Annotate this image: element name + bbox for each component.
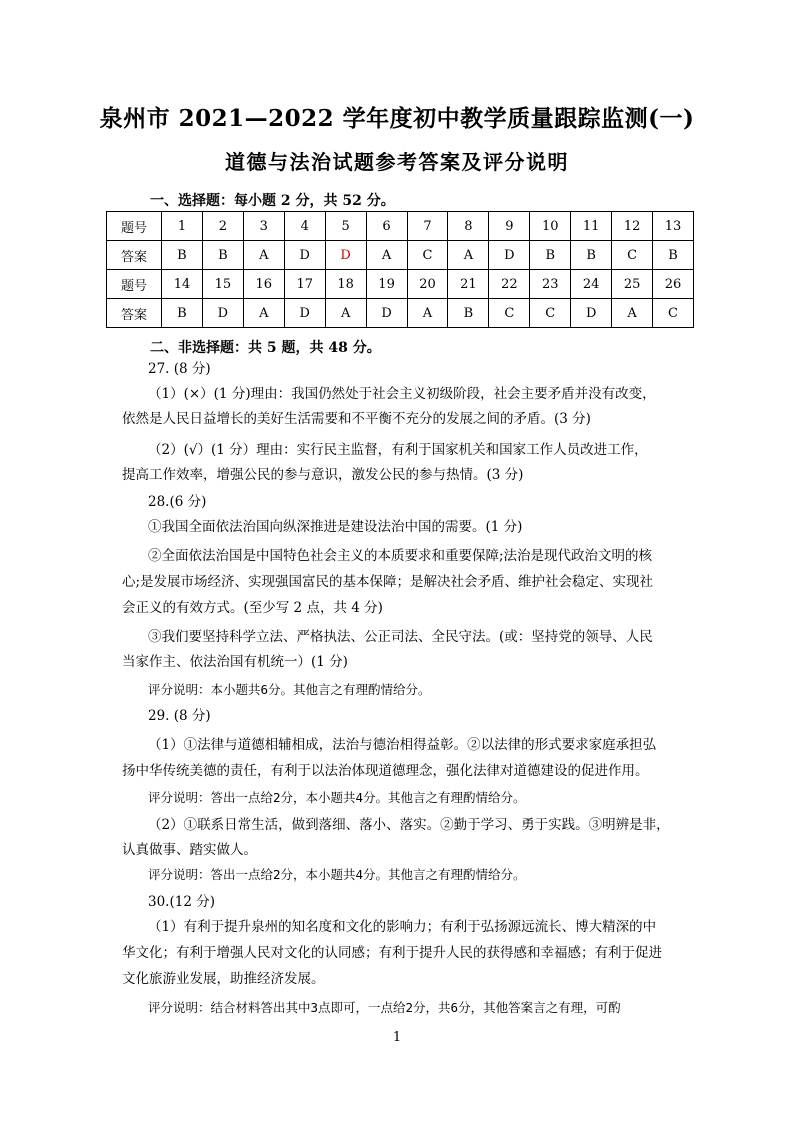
answer-cell: A bbox=[325, 299, 366, 328]
answer-table bbox=[106, 211, 694, 328]
question-number-cell: 15 bbox=[202, 270, 243, 299]
q27-answer-2-line1: （2）(√）(1 分）理由：实行民主监督，有利于国家机关和国家工作人员改进工作， bbox=[148, 442, 648, 458]
q29-answer-1-line2: 扬中华传统美德的责任，有利于以法治体现道德理念，强化法律对道德建设的促进作用。 bbox=[122, 763, 649, 779]
answer-cell: A bbox=[366, 241, 407, 270]
answer-cell: D bbox=[202, 299, 243, 328]
answer-cell: C bbox=[530, 299, 571, 328]
answer-cell: A bbox=[612, 299, 653, 328]
q28-scoring-note: 评分说明：本小题共6分。其他言之有理酌情给分。 bbox=[148, 682, 431, 697]
answer-table-row bbox=[107, 270, 694, 299]
question-number-cell: 12 bbox=[612, 212, 653, 241]
answer-cell: B bbox=[653, 241, 694, 270]
answer-cell: A bbox=[243, 299, 284, 328]
answer-cell: B bbox=[571, 241, 612, 270]
question-number-cell: 20 bbox=[407, 270, 448, 299]
answer-cell: D bbox=[571, 299, 612, 328]
question-number-cell: 17 bbox=[284, 270, 325, 299]
q29-scoring-note-1: 评分说明：答出一点给2分，本小题共4分。其他言之有理酌情给分。 bbox=[148, 790, 526, 805]
answer-cell: A bbox=[407, 299, 448, 328]
q30-heading: 30.(12 分) bbox=[148, 894, 215, 910]
q28-point-2-line2: 心;是发展市场经济、实现强国富民的基本保障；是解决社会矛盾、维护社会稳定、实现社 bbox=[122, 574, 654, 590]
answer-table-row bbox=[107, 212, 694, 241]
answer-cell: B bbox=[162, 299, 203, 328]
question-number-cell: 18 bbox=[325, 270, 366, 299]
q30-answer-1-line1: （1）有利于提升泉州的知名度和文化的影响力；有利于弘扬源远流长、博大精深的中 bbox=[148, 919, 657, 935]
q27-answer-1-line2: 依然是人民日益增长的美好生活需要和不平衡不充分的发展之间的矛盾。(3 分) bbox=[122, 411, 591, 427]
answer-cell: D bbox=[284, 241, 325, 270]
page-title: 泉州市 2021—2022 学年度初中教学质量跟踪监测(一) bbox=[99, 105, 695, 132]
answer-cell: B bbox=[162, 241, 203, 270]
section-heading-nonchoice: 二、非选择题：共 5 题，共 48 分。 bbox=[150, 340, 381, 356]
answer-cell: A bbox=[448, 241, 489, 270]
answer-cell: C bbox=[612, 241, 653, 270]
answer-cell: D bbox=[489, 241, 530, 270]
answer-cell: B bbox=[530, 241, 571, 270]
q27-heading: 27. (8 分) bbox=[148, 361, 211, 377]
question-number-cell: 7 bbox=[407, 212, 448, 241]
answer-cell: C bbox=[489, 299, 530, 328]
question-number-cell: 4 bbox=[284, 212, 325, 241]
answer-cell: A bbox=[243, 241, 284, 270]
answer-table-row bbox=[107, 299, 694, 328]
q30-answer-1-line3: 文化旅游业发展，助推经济发展。 bbox=[122, 971, 325, 987]
question-number-cell: 8 bbox=[448, 212, 489, 241]
question-number-cell: 11 bbox=[571, 212, 612, 241]
question-number-cell: 14 bbox=[162, 270, 203, 299]
q28-point-3-line2: 当家作主、依法治国有机统一）(1 分) bbox=[122, 654, 348, 670]
question-number-cell: 9 bbox=[489, 212, 530, 241]
question-number-cell: 2 bbox=[202, 212, 243, 241]
question-number-cell: 6 bbox=[366, 212, 407, 241]
q28-point-2-line3: 会正义的有效方式。(至少写 2 点，共 4 分) bbox=[122, 600, 383, 616]
question-number-cell: 23 bbox=[530, 270, 571, 299]
question-number-cell: 1 bbox=[162, 212, 203, 241]
answer-label: 答案 bbox=[107, 241, 162, 270]
q29-answer-2-line1: （2）①联系日常生活，做到落细、落小、落实。②勤于学习、勇于实践。③明辨是非， bbox=[148, 817, 670, 833]
q29-answer-2-line2: 认真做事、踏实做人。 bbox=[122, 842, 257, 858]
question-number-cell: 26 bbox=[653, 270, 694, 299]
question-number-cell: 13 bbox=[653, 212, 694, 241]
page-number: 1 bbox=[392, 1030, 402, 1045]
q27-answer-2-line2: 提高工作效率，增强公民的参与意识，激发公民的参与热情。(3 分) bbox=[122, 467, 524, 483]
q27-answer-1-line1: （1）(×）(1 分)理由：我国仍然处于社会主义初级阶段，社会主要矛盾并没有改变， bbox=[148, 386, 656, 402]
question-number-cell: 21 bbox=[448, 270, 489, 299]
q28-point-2-line1: ②全面依法治国是中国特色社会主义的本质要求和重要保障;法治是现代政治文明的核 bbox=[148, 548, 653, 564]
question-number-cell: 16 bbox=[243, 270, 284, 299]
q28-heading: 28.(6 分) bbox=[148, 494, 207, 510]
question-number-cell: 3 bbox=[243, 212, 284, 241]
answer-label: 答案 bbox=[107, 299, 162, 328]
question-number-label: 题号 bbox=[107, 270, 162, 299]
question-number-cell: 24 bbox=[571, 270, 612, 299]
answer-cell: D bbox=[284, 299, 325, 328]
question-number-label: 题号 bbox=[107, 212, 162, 241]
question-number-cell: 25 bbox=[612, 270, 653, 299]
q28-point-1: ①我国全面依法治国向纵深推进是建设法治中国的需要。(1 分) bbox=[148, 519, 523, 535]
q29-heading: 29. (8 分) bbox=[148, 708, 211, 724]
q30-answer-1-line2: 华文化；有利于增强人民对文化的认同感；有利于提升人民的获得感和幸福感；有利于促进 bbox=[122, 945, 662, 961]
question-number-cell: 19 bbox=[366, 270, 407, 299]
page-subtitle: 道德与法治试题参考答案及评分说明 bbox=[225, 150, 569, 174]
q29-scoring-note-2: 评分说明：答出一点给2分，本小题共4分。其他言之有理酌情给分。 bbox=[148, 867, 526, 882]
answer-cell: C bbox=[407, 241, 448, 270]
q29-answer-1-line1: （1）①法律与道德相辅相成，法治与德治相得益彰。②以法律的形式要求家庭承担弘 bbox=[148, 737, 657, 753]
answer-cell: C bbox=[653, 299, 694, 328]
question-number-cell: 5 bbox=[325, 212, 366, 241]
question-number-cell: 10 bbox=[530, 212, 571, 241]
question-number-cell: 22 bbox=[489, 270, 530, 299]
answer-cell: D bbox=[325, 241, 366, 270]
q28-point-3-line1: ③我们要坚持科学立法、严格执法、公正司法、全民守法。(或：坚持党的领导、人民 bbox=[148, 629, 653, 645]
section-heading-choice: 一、选择题：每小题 2 分，共 52 分。 bbox=[150, 193, 395, 209]
answer-cell: D bbox=[366, 299, 407, 328]
answer-cell: B bbox=[448, 299, 489, 328]
q30-scoring-note: 评分说明：结合材料答出其中3点即可，一点给2分，共6分，其他答案言之有理，可酌 bbox=[148, 1000, 621, 1015]
answer-table-row bbox=[107, 241, 694, 270]
answer-cell: B bbox=[202, 241, 243, 270]
